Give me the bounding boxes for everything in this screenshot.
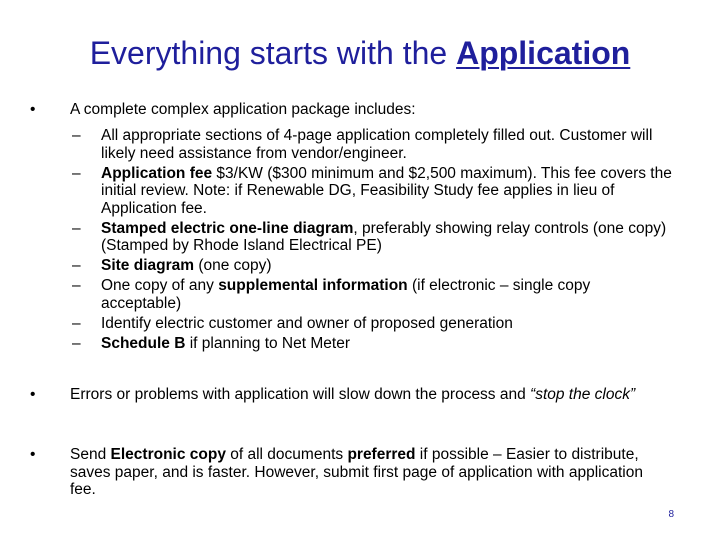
title-emphasis: Application xyxy=(456,35,631,71)
sub-item-bold: Application fee xyxy=(101,164,213,182)
sub-item-supplemental-info xyxy=(72,277,672,312)
bullet-dot: • xyxy=(30,446,36,463)
sub-item-text: if planning to Net Meter xyxy=(185,334,350,352)
bullet-text-plain: if possible – Easier to distribute, saves paper, and is faster. However, submit first page of application with application fee. xyxy=(70,446,643,498)
page-number: 8 xyxy=(668,509,674,520)
bullet-text-plain: Errors or problems with application will slow down the process and xyxy=(70,386,531,403)
dash-marker: – xyxy=(72,164,81,182)
sub-item-text: (if electronic – single copy acceptable) xyxy=(101,277,591,312)
title-prefix: Everything starts with the xyxy=(89,35,457,71)
sub-item-text: , preferably showing relay controls (one copy) (Stamped by Rhode Island Electrical PE) xyxy=(101,219,667,254)
bullet-text-bold: Electronic copy xyxy=(110,446,226,463)
sub-item-site-diagram xyxy=(72,257,672,275)
bullet-text-plain: of all documents xyxy=(225,446,348,463)
dash-marker: – xyxy=(72,257,81,274)
sub-item-text: Identify electric customer and owner of proposed generation xyxy=(101,314,513,332)
bullet-text xyxy=(70,386,670,404)
sub-item-list xyxy=(72,127,672,355)
bullet-text xyxy=(70,446,670,499)
sub-item-identify-customer xyxy=(72,315,672,333)
sub-item-text: (one copy) xyxy=(194,257,272,274)
bullet-dot: • xyxy=(30,386,36,403)
sub-item-bold: Stamped electric one-line diagram xyxy=(101,219,354,237)
sub-item-schedule-b xyxy=(72,335,672,353)
sub-item-bold: Schedule B xyxy=(101,334,186,352)
bullet-text-plain: Send xyxy=(70,446,111,463)
bullet-text-bold: preferred xyxy=(347,446,416,463)
sub-item-bold: Site diagram xyxy=(101,257,195,274)
sub-item-text: One copy of any xyxy=(101,277,219,294)
dash-marker: – xyxy=(72,127,81,144)
sub-item-text: $3/KW ($300 minimum and $2,500 maximum). This fee covers the initial review. Note: if Renewable DG, Feasibility Study fee applies in lieu of Application fee. xyxy=(101,164,672,217)
dash-marker: – xyxy=(72,314,81,332)
dash-marker: – xyxy=(72,334,81,352)
sub-item-one-line-diagram xyxy=(72,220,672,255)
dash-marker: – xyxy=(72,277,81,294)
bullet-dot: • xyxy=(30,101,36,118)
sub-item-application-fee xyxy=(72,165,672,218)
slide-title xyxy=(0,34,720,72)
sub-item-sections xyxy=(72,127,672,162)
bullet-text: A complete complex application package includes: xyxy=(70,101,416,118)
sub-item-bold: supplemental information xyxy=(218,277,408,294)
bullet-text-italic: “stop the clock” xyxy=(530,386,636,403)
sub-item-text: All appropriate sections of 4-page application completely filled out. Customer will likely need assistance from vendor/engineer. xyxy=(101,127,653,162)
dash-marker: – xyxy=(72,219,81,237)
